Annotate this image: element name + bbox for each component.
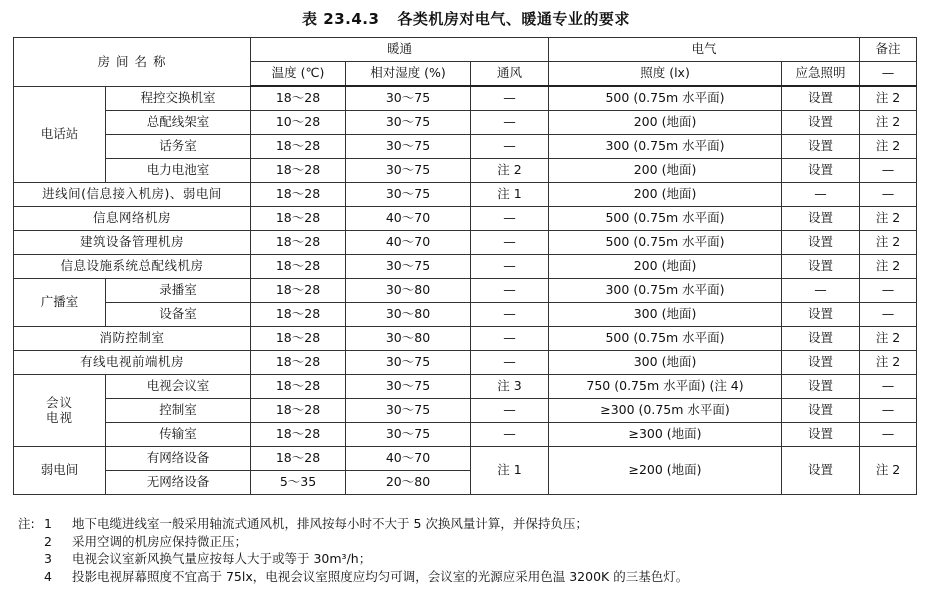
table-row — [14, 279, 917, 303]
ventilation-cell: — — [471, 351, 549, 375]
table-row — [14, 423, 917, 447]
humidity-cell: 30～80 — [346, 303, 471, 327]
temperature-cell: 18～28 — [251, 399, 346, 423]
ventilation-cell: — — [471, 86, 549, 111]
header-emergency-lighting: 应急照明 — [782, 62, 860, 87]
header-illuminance: 照度 (lx) — [549, 62, 782, 87]
humidity-cell: 30～80 — [346, 279, 471, 303]
note-text: 电视会议室新风换气量应按每人大于或等于 30m³/h； — [72, 551, 372, 566]
ventilation-cell: — — [471, 135, 549, 159]
emergency-lighting-cell: 设置 — [782, 327, 860, 351]
table-row — [14, 351, 917, 375]
temperature-cell: 18～28 — [251, 375, 346, 399]
note-number: 4 — [44, 568, 52, 584]
room-name: 控制室 — [106, 399, 251, 423]
illuminance-cell: 200 (地面) — [549, 159, 782, 183]
table-row — [14, 327, 917, 351]
temperature-cell: 18～28 — [251, 159, 346, 183]
remark-cell: — — [860, 423, 917, 447]
remark-cell: 注 2 — [860, 111, 917, 135]
humidity-cell: 40～70 — [346, 231, 471, 255]
temperature-cell: 18～28 — [251, 303, 346, 327]
remark-cell: — — [860, 279, 917, 303]
table-title — [0, 8, 932, 29]
note-number: 2 — [44, 533, 52, 549]
humidity-cell: 30～75 — [346, 255, 471, 279]
room-name: 录播室 — [106, 279, 251, 303]
emergency-lighting-cell: 设置 — [782, 111, 860, 135]
emergency-lighting-cell: 设置 — [782, 447, 860, 495]
emergency-lighting-cell: 设置 — [782, 255, 860, 279]
emergency-lighting-cell: 设置 — [782, 351, 860, 375]
emergency-lighting-cell: 设置 — [782, 423, 860, 447]
temperature-cell: 18～28 — [251, 279, 346, 303]
humidity-cell: 30～75 — [346, 399, 471, 423]
remark-cell: — — [860, 159, 917, 183]
temperature-cell: 18～28 — [251, 327, 346, 351]
emergency-lighting-cell: 设置 — [782, 231, 860, 255]
group-conference-tv — [14, 375, 106, 447]
humidity-cell: 30～80 — [346, 327, 471, 351]
temperature-cell: 18～28 — [251, 447, 346, 471]
illuminance-cell: ≥200 (地面) — [549, 447, 782, 495]
table-row — [14, 375, 917, 399]
table-row — [14, 159, 917, 183]
header-row-1 — [14, 38, 917, 62]
temperature-cell: 18～28 — [251, 183, 346, 207]
humidity-cell: 30～75 — [346, 423, 471, 447]
humidity-cell: 30～75 — [346, 159, 471, 183]
remark-cell: — — [860, 399, 917, 423]
table-row — [14, 447, 917, 471]
emergency-lighting-cell: — — [782, 279, 860, 303]
room-name: 话务室 — [106, 135, 251, 159]
header-humidity: 相对湿度 (%) — [346, 62, 471, 87]
illuminance-cell: ≥300 (0.75m 水平面) — [549, 399, 782, 423]
note-text: 采用空调的机房应保持微正压； — [72, 533, 248, 549]
illuminance-cell: 500 (0.75m 水平面) — [549, 327, 782, 351]
group-broadcast-room: 广播室 — [14, 279, 106, 327]
group-weak-current: 弱电间 — [14, 447, 106, 495]
room-name: 信息设施系统总配线机房 — [14, 255, 251, 279]
humidity-cell: 30～75 — [346, 86, 471, 111]
note-number: 3 — [44, 551, 52, 566]
emergency-lighting-cell: 设置 — [782, 399, 860, 423]
table-row — [14, 183, 917, 207]
header-room-name: 房 间 名 称 — [14, 38, 251, 87]
table-title-text: 各类机房对电气、暖通专业的要求 — [397, 10, 630, 28]
table-row — [14, 111, 917, 135]
ventilation-cell: — — [471, 207, 549, 231]
humidity-cell: 30～75 — [346, 375, 471, 399]
group-telephone-station: 电话站 — [14, 86, 106, 183]
remark-cell: 注 2 — [860, 351, 917, 375]
table-row — [14, 399, 917, 423]
temperature-cell: 18～28 — [251, 86, 346, 111]
room-name: 设备室 — [106, 303, 251, 327]
room-name: 消防控制室 — [14, 327, 251, 351]
ventilation-cell: — — [471, 399, 549, 423]
remark-cell: — — [860, 303, 917, 327]
room-name: 总配线架室 — [106, 111, 251, 135]
header-temperature: 温度 (℃) — [251, 62, 346, 87]
header-remark: 备注 — [860, 38, 917, 62]
illuminance-cell: 500 (0.75m 水平面) — [549, 86, 782, 111]
temperature-cell: 18～28 — [251, 207, 346, 231]
temperature-cell: 18～28 — [251, 231, 346, 255]
remark-cell: — — [860, 375, 917, 399]
room-name: 有网络设备 — [106, 447, 251, 471]
illuminance-cell: 200 (地面) — [549, 183, 782, 207]
note-item — [18, 515, 918, 533]
table-row — [14, 86, 917, 111]
room-name: 进线间(信息接入机房)、弱电间 — [14, 183, 251, 207]
room-name: 无网络设备 — [106, 471, 251, 495]
emergency-lighting-cell: 设置 — [782, 135, 860, 159]
ventilation-cell: — — [471, 279, 549, 303]
remark-cell: 注 2 — [860, 327, 917, 351]
humidity-cell: 30～75 — [346, 183, 471, 207]
header-hvac: 暖通 — [251, 38, 549, 62]
note-item — [18, 533, 918, 551]
remark-cell: 注 2 — [860, 231, 917, 255]
ventilation-cell: — — [471, 231, 549, 255]
remark-cell: 注 2 — [860, 135, 917, 159]
table-row — [14, 207, 917, 231]
illuminance-cell: 200 (地面) — [549, 111, 782, 135]
table-row — [14, 231, 917, 255]
note-text: 地下电缆进线室一般采用轴流式通风机，排风按每小时不大于 5 次换风量计算，并保持负压； — [72, 516, 588, 531]
ventilation-cell: 注 2 — [471, 159, 549, 183]
humidity-cell: 30～75 — [346, 351, 471, 375]
remark-cell: 注 2 — [860, 447, 917, 495]
note-number: 1 — [44, 516, 52, 531]
remark-cell: 注 2 — [860, 255, 917, 279]
humidity-cell: 30～75 — [346, 111, 471, 135]
humidity-cell: 20～80 — [346, 471, 471, 495]
note-item — [18, 568, 918, 586]
table-row — [14, 135, 917, 159]
illuminance-cell: ≥300 (地面) — [549, 423, 782, 447]
room-name: 程控交换机室 — [106, 86, 251, 111]
remark-cell: 注 2 — [860, 86, 917, 111]
ventilation-cell: 注 1 — [471, 183, 549, 207]
illuminance-cell: 300 (0.75m 水平面) — [549, 135, 782, 159]
ventilation-cell: — — [471, 423, 549, 447]
temperature-cell: 10～28 — [251, 111, 346, 135]
ventilation-cell: — — [471, 255, 549, 279]
requirements-table — [13, 37, 917, 495]
table-number: 表 23.4.3 — [302, 10, 380, 28]
temperature-cell: 18～28 — [251, 135, 346, 159]
ventilation-cell: 注 3 — [471, 375, 549, 399]
humidity-cell: 30～75 — [346, 135, 471, 159]
ventilation-cell: 注 1 — [471, 447, 549, 495]
table-row — [14, 255, 917, 279]
illuminance-cell: 750 (0.75m 水平面) (注 4) — [549, 375, 782, 399]
temperature-cell: 18～28 — [251, 351, 346, 375]
header-ventilation: 通风 — [471, 62, 549, 87]
emergency-lighting-cell: 设置 — [782, 375, 860, 399]
humidity-cell: 40～70 — [346, 447, 471, 471]
illuminance-cell: 500 (0.75m 水平面) — [549, 231, 782, 255]
temperature-cell: 5～35 — [251, 471, 346, 495]
illuminance-cell: 500 (0.75m 水平面) — [549, 207, 782, 231]
emergency-lighting-cell: 设置 — [782, 86, 860, 111]
illuminance-cell: 300 (地面) — [549, 303, 782, 327]
humidity-cell: 40～70 — [346, 207, 471, 231]
illuminance-cell: 300 (地面) — [549, 351, 782, 375]
room-name: 信息网络机房 — [14, 207, 251, 231]
ventilation-cell: — — [471, 327, 549, 351]
table-row — [14, 303, 917, 327]
ventilation-cell: — — [471, 303, 549, 327]
header-electrical: 电气 — [549, 38, 860, 62]
illuminance-cell: 300 (0.75m 水平面) — [549, 279, 782, 303]
temperature-cell: 18～28 — [251, 423, 346, 447]
room-name: 传输室 — [106, 423, 251, 447]
illuminance-cell: 200 (地面) — [549, 255, 782, 279]
room-name: 建筑设备管理机房 — [14, 231, 251, 255]
room-name: 电视会议室 — [106, 375, 251, 399]
header-remark-sub: — — [860, 62, 917, 87]
group-conference-tv-label: 会议 电视 — [45, 395, 73, 425]
emergency-lighting-cell: — — [782, 183, 860, 207]
ventilation-cell: — — [471, 111, 549, 135]
emergency-lighting-cell: 设置 — [782, 159, 860, 183]
note-text: 投影电视屏幕照度不宜高于 75lx，电视会议室照度应均匀可调，会议室的光源应采用色温 3200K 的三基色灯。 — [72, 568, 689, 584]
emergency-lighting-cell: 设置 — [782, 303, 860, 327]
table-notes — [18, 515, 918, 585]
note-item — [18, 550, 918, 568]
room-name: 有线电视前端机房 — [14, 351, 251, 375]
remark-cell: 注 2 — [860, 207, 917, 231]
remark-cell: — — [860, 183, 917, 207]
notes-label: 注: — [18, 516, 35, 531]
room-name: 电力电池室 — [106, 159, 251, 183]
temperature-cell: 18～28 — [251, 255, 346, 279]
emergency-lighting-cell: 设置 — [782, 207, 860, 231]
